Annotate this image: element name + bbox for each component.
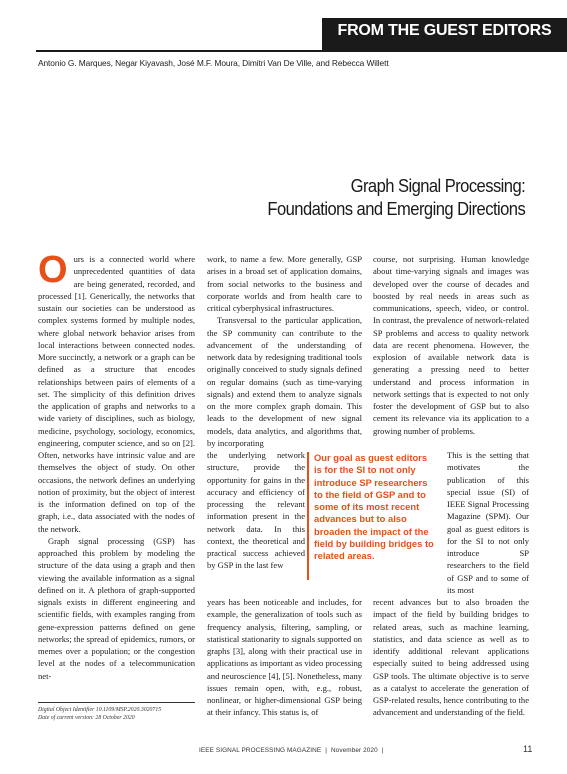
title-line-1: Graph Signal Processing: <box>350 176 525 196</box>
column-3-top <box>373 253 529 437</box>
paragraph-col3-narrow: This is the setting that motivates the publication of this special issue (SI) of IEEE Signal Processing Magazine (SPM). Our goal as guest editors is for the SI to not only introduce SP researchers to the field of GSP and to some of its most <box>447 450 529 595</box>
footnote-rule <box>38 702 195 703</box>
section-label: FROM THE GUEST EDITORS <box>337 22 552 39</box>
article-title <box>267 175 525 221</box>
section-banner <box>322 18 567 50</box>
drop-cap: O <box>38 249 68 291</box>
column-2-narrow <box>207 449 305 572</box>
paragraph-intro: urs is a connected world where unprecedented quantities of data are being generated, recorded, and processed [1]. Generically, the networks that sustain our societies can be understood as complex systems formed by multiple nodes, where global network behavior arises from local interactions between connected nodes. More succinctly, a network or a graph can be defined as a structure that encodes relationships between pairs of elements of a set. The simplicity of this definition drives the application of graphs and networks to a wide variety of disciplines, such as biology, medicine, psychology, sociology, economics, engineering, computer science, and so on [2]. Often, networks have intrinsic value and are themselves the object of study. On other occasions, the network defines an underlying notion of proximity, but the object of interest is the information defined on top of the graph, i.e., data associated with the nodes of the network. <box>38 254 195 534</box>
paragraph-col2-narrow: the underlying network structure, provide the opportunity for gains in the accuracy and efficiency of processing the relevant information present in the network data. In this context, the theoretical and practical success achieved by GSP in the last few <box>207 450 305 571</box>
header-rule <box>36 50 567 52</box>
column-3-bottom <box>373 596 529 719</box>
pull-quote <box>307 452 437 580</box>
title-line-2: Foundations and Emerging Directions <box>267 199 525 219</box>
doi-line: Digital Object Identifier 10.1109/MSP.2020.3020715 <box>38 707 162 713</box>
paragraph-col2-2: Transversal to the particular application, the SP community can contribute to the advancement of the understanding of network data by redesigning traditional tools originally conceived to study signals defined on regular domains (such as time-varying signals) and extend them to analyze signals on the more complex graph domain. This leads to the development of new signal models, data analytics, and algorithms that, by incorporating <box>207 315 362 448</box>
issue-date: November 2020 <box>330 747 378 754</box>
version-date: Date of current version: 28 October 2020 <box>38 714 135 721</box>
page-footer <box>199 747 388 754</box>
paragraph-col3-rest: recent advances but to also broaden the impact of the field by building bridges to related areas, such as machine learning, statistics, and data science as well as to identify additional relevant applications especially suited to being addressed using GSP tools. The ultimate objective is to serve as a catalyst to accelerate the generation of GSP-related results, hence contributing to the advancement and understanding of the field. <box>373 597 529 718</box>
column-1 <box>38 249 195 682</box>
column-3-narrow <box>447 449 529 596</box>
magazine-name: IEEE SIGNAL PROCESSING MAGAZINE <box>199 747 322 754</box>
paragraph-col2-rest: years has been noticeable and includes, for example, the generalization of tools such as frequency analysis, filtering, sampling, or statistical stationarity to signals supported on graphs [3], along with their practical use in applications as important as video processing and neuroscience [4], [5]. Nonetheless, many issues remain open, with, e.g., robust, nonlinear, or higher-dimensional GSP being at their infancy. This status is, of <box>207 597 362 718</box>
column-2-top <box>207 253 362 449</box>
paragraph-col2-1: work, to name a few. More generally, GSP arises in a broad set of application domains, from social networks to the business and corporate worlds and from health care to critical cyberphysical infrastructures. <box>207 254 362 313</box>
paragraph-gsp: Graph signal processing (GSP) has approached this problem by modeling the structure of the data using a graph and then viewing the available information as a signal defined on it. A plethora of graph-supported signals exists in different engineering and scientific fields, with examples ranging from gene-expression patterns defined on gene networks; the spread of epidemics, rumors, or memes over a population; or the congestion level at the nodes of a telecommunication net- <box>38 535 195 681</box>
column-2-bottom <box>207 596 362 719</box>
footnote <box>38 707 208 722</box>
footer-separator: | <box>325 747 327 754</box>
page-number: 11 <box>523 744 533 754</box>
footer-separator-2: | <box>381 747 384 754</box>
paragraph-col3-1: course, not surprising. Human knowledge about time-varying signals and images was developed over the course of decades and boosted by real needs in areas such as communications, speech, video, or control. In contrast, the prevalence of network-related SP problems and access to quality network data are recent phenomena. However, the explosion of available network data is generating a pressing need to better understand and process information in network settings that is expected to not only foster the development of GSP but to also cement its relevance via its application to a growing number of problems. <box>373 254 529 436</box>
pull-quote-text: Our goal as guest editors is for the SI to not only introduce SP researchers to the field of GSP and to some of its most recent advances but to also broaden the impact of the field by building bridges to related areas. <box>314 452 434 562</box>
author-list: Antonio G. Marques, Negar Kiyavash, José M.F. Moura, Dimitri Van De Ville, and Rebecca Willett <box>38 58 389 68</box>
